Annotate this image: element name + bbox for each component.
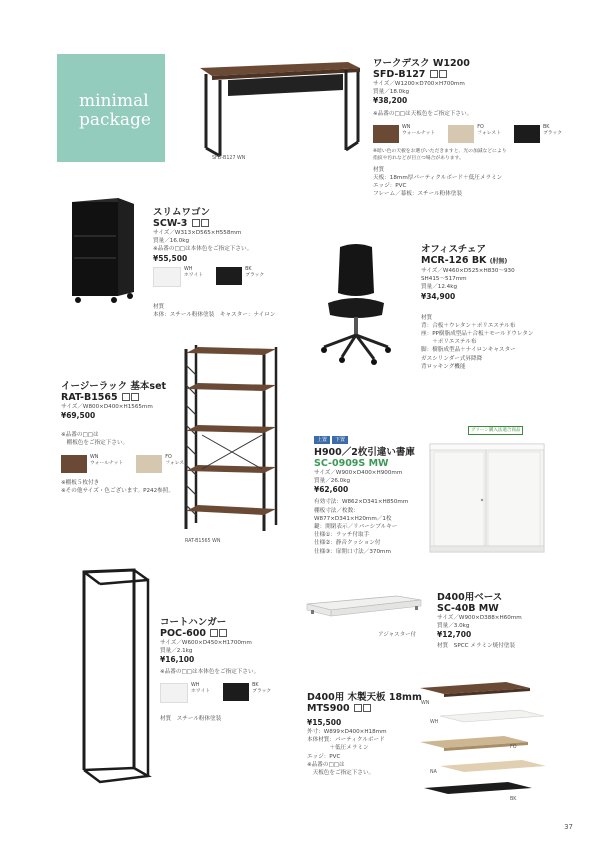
chair-spec-size: サイズ／W460×D525×H830～930 (421, 268, 515, 274)
rack-model: RAT-B1565 (61, 392, 118, 403)
color-swatch-bk (514, 125, 540, 143)
top-name: D400用 木製天板 18mm (307, 692, 422, 703)
wagon-spec-size: サイズ／W313×D565×H558mm (153, 230, 242, 236)
cabinet-detail-6: 仕様②：静音クッション付 (314, 540, 381, 547)
top-info (307, 692, 422, 777)
top-spec-1: 外寸：W899×D400×H18mm (307, 729, 387, 735)
rack-caption: RAT-B1565 WN (185, 539, 221, 544)
wagon-material-title: 材質 (153, 303, 165, 310)
desk-material-1: 天板：18mm厚パーティクルボード＋低圧メラミン (373, 174, 503, 181)
base-model: SC-40B MW (437, 603, 499, 614)
desk-material-2: エッジ：PVC (373, 183, 407, 190)
desk-spec-weight: 質量／18.0kg (373, 89, 410, 96)
page-number: 37 (564, 823, 573, 831)
top-spec-4: エッジ：PVC (307, 753, 341, 760)
chair-model: MCR-126 BK (421, 255, 487, 266)
desk-price: ¥38,200 (373, 96, 408, 106)
base-spec-weight: 質量／3.0kg (437, 623, 470, 630)
chair-spec-sh: SH415～517mm (421, 276, 467, 283)
rack-name: イージーラック 基本set (61, 381, 167, 392)
wagon-image (70, 196, 138, 306)
chair-model-suffix: (肘無) (489, 258, 508, 265)
top-spec-6: 天板色をご指定下さい。 (307, 770, 375, 777)
wagon-colors: WH ホワイト BK ブラック (153, 267, 275, 287)
wagon-material-text: 本体：スチール粉体塗装 キャスター：ナイロン (153, 311, 276, 318)
desk-model: SFD-B127 (373, 69, 426, 80)
brand-line2: package (79, 110, 151, 130)
rack-spec-size: サイズ／W800×D400×H1565mm (61, 404, 153, 410)
hanger-info (160, 617, 279, 723)
hanger-price: ¥16,100 (160, 655, 195, 665)
chair-spec-weight: 質量／12.4kg (421, 284, 458, 291)
color-swatch-wh (153, 267, 181, 287)
green-purchase-badge: グリーン購入法適合商品 (468, 426, 523, 435)
desk-image (198, 60, 363, 160)
cabinet-tag-bottom: 下置 (332, 436, 348, 444)
wagon-info (153, 207, 275, 319)
cabinet-detail-3: W877×D341×H20mm／1枚 (314, 515, 392, 522)
base-caption: アジャスター付 (378, 632, 417, 638)
hanger-name: コートハンガー (160, 617, 227, 628)
desk-spec-size: サイズ／W1200×D700×H700mm (373, 81, 465, 87)
top-model: MTS900 (307, 703, 350, 714)
rack-extra-2: ※その他サイズ・色ございます。P242参照。 (61, 487, 174, 494)
desk-caption: SFD-B127 WN (212, 156, 246, 161)
color-swatch-bk (216, 267, 242, 285)
chair-material-1: 背：合板＋ウレタン＋ポリエステル布 (421, 322, 516, 329)
desk-colors: WN ウォールナット FO フォレスト BK ブラック (373, 125, 570, 144)
desk-caution-2: 指紋や汚れなどが目立つ場合があります。 (373, 155, 464, 161)
chair-material-6: 背ロッキング機能 (421, 363, 466, 370)
wagon-price: ¥55,500 (153, 253, 188, 263)
top-spec-5: ※品番の□□は (307, 761, 345, 768)
chair-material-title: 材質 (421, 314, 433, 321)
desk-name: ワークデスク W1200 (373, 58, 470, 69)
wagon-name: スリムワゴン (153, 207, 211, 218)
hanger-spec-weight: 質量／2.1kg (160, 648, 193, 655)
base-name: D400用ベース (437, 592, 503, 603)
rack-info (61, 381, 197, 495)
chair-material-3: ＋ポリエステル布 (421, 339, 477, 346)
brand-line1: minimal (79, 91, 149, 111)
color-swatch-bk (223, 683, 249, 701)
cabinet-detail-2: 棚板寸法／枚数： (314, 507, 359, 514)
desk-caution-1: ※暗い色の天板をお選びいただきますと、光の加減などにより (373, 148, 507, 154)
color-swatch-fo (136, 455, 162, 473)
chair-material-5: ガスシリンダー式昇降降 (421, 355, 483, 362)
wagon-note: ※品番の□□は本体色をご指定下さい。 (153, 246, 253, 253)
cabinet-detail-7: 仕様③：扉開口寸法／370mm (314, 548, 391, 555)
desk-note: ※品番の□□は天板色をご指定下さい。 (373, 111, 473, 118)
color-swatch-fo (448, 125, 474, 143)
cabinet-spec-weight: 質量／26.0kg (314, 478, 351, 485)
cabinet-spec-size: サイズ／W900×D400×H900mm (314, 470, 403, 476)
chair-price: ¥34,900 (421, 291, 456, 301)
wagon-spec-weight: 質量／16.0kg (153, 238, 190, 245)
board-label-wh: WH (430, 720, 439, 725)
cabinet-info (314, 426, 415, 556)
hanger-spec-size: サイズ／W600×D450×H1700mm (160, 640, 252, 646)
cabinet-detail-4: 鍵：開閉表示／リバーシブルキー (314, 524, 398, 531)
color-swatch-wn (373, 125, 399, 143)
base-material: 材質 SPCC メラミン焼付塗装 (437, 643, 516, 650)
cabinet-tag-top: 上置 (314, 436, 330, 444)
top-spec-2: 本体材質：パーティクルボード (307, 737, 385, 744)
chair-material-4: 脚：樹脂成型品＋ナイロンキャスター (421, 347, 516, 354)
cabinet-name: H900／2枚引違い書庫 (314, 447, 415, 458)
chair-info (421, 244, 533, 371)
chair-name: オフィスチェア (421, 244, 486, 255)
hanger-image (78, 570, 158, 785)
cabinet-price: ¥62,600 (314, 485, 349, 495)
chair-image (318, 243, 398, 368)
board-label-fo: FO (510, 745, 517, 750)
color-swatch-wn (61, 455, 87, 473)
rack-note-1: ※品番の□□は (61, 432, 99, 439)
top-price: ¥15,500 (307, 718, 342, 727)
base-info (437, 592, 522, 651)
top-boards-image (418, 680, 548, 810)
brand-logo (57, 54, 165, 162)
color-swatch-wh (160, 683, 188, 703)
board-label-bk: BK (510, 797, 517, 802)
rack-extra-1: ※棚板５枚付き (61, 479, 100, 486)
board-label-wn: WN (421, 701, 430, 706)
hanger-material: 材質 スチール粉体塗装 (160, 715, 222, 722)
board-label-na: NA (430, 770, 437, 775)
base-spec-size: サイズ／W900×D388×H60mm (437, 615, 522, 621)
wagon-model: SCW-3 (153, 218, 188, 229)
cabinet-model: SC-0909S MW (314, 458, 389, 469)
top-spec-3: ＋低圧メラミン (307, 745, 369, 752)
desk-material-title: 材質 (373, 166, 385, 173)
rack-price: ¥69,500 (61, 411, 96, 421)
rack-note-2: 棚板色をご指定下さい。 (61, 440, 129, 447)
base-price: ¥12,700 (437, 630, 472, 640)
desk-info (373, 58, 570, 198)
hanger-note: ※品番の□□は本体色をご指定下さい。 (160, 669, 260, 676)
base-image (305, 592, 425, 632)
chair-material-2: 座：PP樹脂成型品＋合板＋モールドウレタン (421, 331, 534, 338)
cabinet-detail-5: 仕様①：ラッチ付取手 (314, 532, 370, 539)
desk-material-3: フレーム／幕板：スチール粉体塗装 (373, 191, 463, 198)
hanger-model: POC-600 (160, 628, 207, 639)
cabinet-detail-1: 有効寸法：W862×D341×H850mm (314, 499, 409, 506)
hanger-colors: WH ホワイト BK ブラック (160, 683, 279, 703)
rack-colors: WN ウォールナット FO フォレスト (61, 455, 197, 474)
cabinet-image (428, 440, 548, 555)
